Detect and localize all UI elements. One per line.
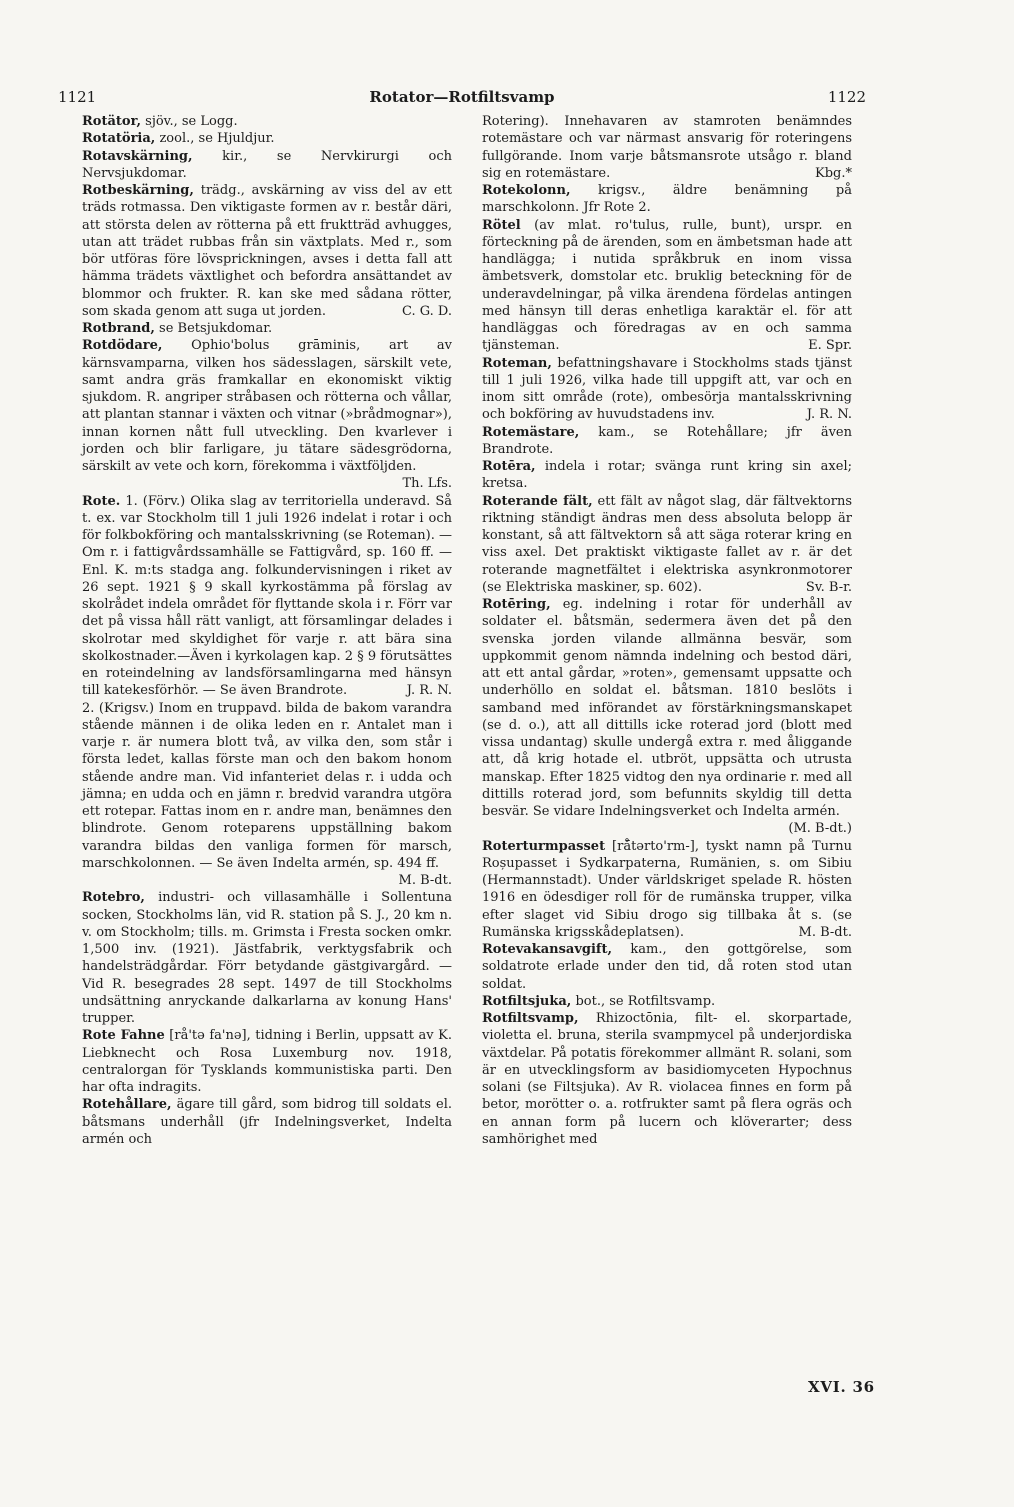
right-column (482, 113, 852, 1148)
entry-text: Ophio'bolus grāminis, art av kärnsvamparna, vilken hos sädesslagen, särskilt vete, samt andra gräs framkallar en ekonomiskt viktig sjukdom. R. angriper stråbasen och rötterna och vållar, att plantan stannar i växten och vitnar (»brådmognar»), innan kornen nått full utveckling. Den kvarlever i jorden och blir farligare, ju tätare sädesgrödorna, särskilt av vete och korn, förekomma i växtföljden. (82, 338, 452, 474)
entry-headword: Rotevakansavgift, (482, 942, 613, 957)
author-signature: J. R. N. (806, 407, 852, 423)
author-signature: E. Spr. (808, 338, 852, 354)
author-signature: Kbg.* (815, 165, 852, 181)
entry-text: (av mlat. ro'tulus, rulle, bunt), urspr. en förteckning på de ärenden, som en ämbetsman hade att handlägga; i nutida språkbruk en inom vissa ämbetsverk, domstolar etc. bruklig beteckning för de underavdelningar, på vilka ärendena fördelas antingen med hänsyn till deras enhetliga karaktär el. för att handläggas och föredragas av en och samma tjänsteman. (482, 217, 852, 354)
dictionary-entry (482, 355, 852, 424)
dictionary-entry (82, 1096, 452, 1148)
entry-headword: Rote Fahne (82, 1028, 165, 1044)
entry-text: se Betsjukdomar. (154, 321, 273, 336)
entry-headword: Rotdödare, (82, 338, 163, 354)
entry-text: Rhizoctōnia, filt- el. skorpartade, violetta el. bruna, sterila svampmycel på underjordiska växtdelar. På potatis förekommer allmänt R. solani, som är en utvecklingsform av basidiomyceten Hypochnus solani (se Filtsjuka). Av R. violacea finnes en form på betor, morötter o. a. rotfrukter samt på flera ogräs och en annan form på lucern och klöverarter; dess samhörighet med (482, 1011, 852, 1147)
entry-headword: Roterturmpasset (482, 838, 606, 854)
dictionary-entry (482, 458, 852, 493)
entry-headword: Rotēring, (482, 597, 551, 612)
entry-text: 2. (Krigsv.) Inom en truppavd. bilda de bakom varandra stående männen i de olika leden en r. Antalet man i varje r. är numera blott två, av vilka den, som står i första ledet, kallas förste man och den bakom honom stående andre man. Vid infanteriet delas r. i udda och jämna; en udda och en jämn r. bredvid varandra utgöra ett rotepar. Fattas inom en r. andre man, benämnes den blindrote. Genom roteparens uppställning bakom varandra bildas den vanliga formen för marsch, marschkolonnen. — Se även Indelta armén, sp. 494 ff. (82, 700, 452, 871)
entry-headword: Rotēra, (482, 459, 536, 474)
entry-text: ett fält av något slag, där fältvektorns riktning ständigt ändras men dess absoluta belopp är konstant, så att fältvektorn så att säga roterar kring en viss axel. Det praktiskt viktigaste fallet av r. är det roterande magnetfältet i elektriska asynkronmotorer (se Elektriska maskiner, sp. 602). (482, 493, 852, 595)
dictionary-entry (482, 493, 852, 597)
dictionary-entry (482, 113, 852, 182)
entry-headword: Rotbeskärning, (82, 183, 194, 198)
dictionary-entry (482, 838, 852, 942)
entry-text: befattningshavare i Stockholms stads tjänst till 1 juli 1926, vilka hade till uppgift att, var och en inom sitt område (rote), ombesörja mantalsskrivning och bokföring av huvudstadens inv. (482, 355, 852, 423)
entry-text: [rå'tə fa'nə], tidning i Berlin, uppsatt av K. Liebknecht och Rosa Luxemburg nov. 1918, centralorgan för Tysklands kommunistiska parti. Den har ofta indragits. (82, 1028, 452, 1095)
dictionary-entry (82, 320, 452, 337)
entry-text: [rå̄tərto'rm-], tyskt namn på Turnu Roșupasset i Sydkarpaterna, Rumänien, s. om Sibiu (Hermannstadt). Under världskriget spelade R. hösten 1916 en ödesdiger roll för de rumänska trupper, vilka efter slaget vid Sibiu drogo sig tillbaka åt s. (se Rumänska krigsskådeplatsen). (482, 838, 852, 940)
entry-text: ägare till gård, som bidrog till soldats el. båtsmans underhåll (jfr Indelningsverket, Indelta armén och (82, 1097, 452, 1147)
left-column (82, 113, 452, 1148)
entry-headword: Rotehållare, (82, 1097, 172, 1113)
entry-text: kam., den gottgörelse, som soldatrote erlade under den tid, då roten stod utan soldat. (482, 942, 852, 992)
entry-headword: Roteman, (482, 355, 552, 371)
author-signature: M. B-dt. (398, 873, 452, 888)
dictionary-entry (82, 337, 452, 492)
entry-text: kam., se Rotehållare; jfr även Brandrote. (482, 424, 852, 457)
entry-headword: Rotekolonn, (482, 183, 571, 198)
dictionary-entry (82, 493, 452, 700)
entry-headword: Rotätor, (82, 114, 142, 129)
entry-headword: Rotfiltsvamp, (482, 1011, 579, 1026)
dictionary-entry (82, 700, 452, 890)
entry-text: zool., se Hjuldjur. (155, 131, 275, 147)
dictionary-entry (482, 596, 852, 838)
dictionary-entry (82, 182, 452, 320)
author-signature: (M. B-dt.) (788, 821, 852, 837)
running-title: Rotator—Rotfiltsvamp (369, 88, 555, 106)
page-number-right: 1122 (827, 88, 866, 106)
entry-headword: Rotbrand, (82, 321, 155, 336)
entry-text: bot., se Rotfiltsvamp. (571, 993, 716, 1009)
entry-headword: Rotfiltsjuka, (482, 993, 572, 1009)
dictionary-entry (82, 889, 452, 1027)
entry-text: trädg., avskärning av viss del av ett träds rotmassa. Den viktigaste formen av r. består däri, att största delen av rötterna på ett fruktträd avhugges, utan att trädet rubbas från sin växtplats. Med r., som bör utföras före lövsprickningen, avses i detta fall att hämma trädets växtlighet och befordra ansättandet av blommor och frukter. R. kan ske med sådana rötter, som skada genom att suga ut jorden. (82, 183, 452, 319)
entry-text: kir., se Nervkirurgi och Nervsjukdomar. (82, 148, 452, 181)
author-signature: C. G. D. (401, 303, 452, 319)
entry-headword: Rote. (82, 493, 121, 509)
page-header (58, 86, 866, 108)
entry-text: sjöv., se Logg. (141, 114, 238, 129)
entry-headword: Rotebro, (82, 890, 145, 906)
entry-headword: Rötel (482, 217, 521, 233)
author-signature: Sv. B-r. (805, 579, 852, 595)
entry-text: 1. (Förv.) Olika slag av territoriella underavd. Så t. ex. var Stockholm till 1 juli 1926 indelat i rotar i och för folkbokföring och mantalsskrivning (se Roteman). — Om r. i fattigvårdssamhälle se Fattigvård, sp. 160 ff. — Enl. K. m:ts stadga ang. folkundervisningen i riket av 26 sept. 1921 § 9 skall kyrkostämma på förslag av skolrådet indela området för flyttande skola i r. Förr var det på vissa håll rätt vanligt, att församlingar delades i skolrotar med skyldighet för varje r. att bära sina skolkostnader.—Även i kyrkolagen kap. 2 § 9 förutsättes en roteindelning av landsförsamlingarna med hänsyn till katekesförhör. — Se även Brandrote. (82, 493, 452, 699)
entry-headword: Roterande fält, (482, 493, 593, 509)
dictionary-entry (482, 182, 852, 217)
author-signature: M. B-dt. (798, 924, 852, 940)
dictionary-entry (82, 130, 452, 147)
entry-text: industri- och villasamhälle i Sollentuna socken, Stockholms län, vid R. station på S. J., 20 km n. v. om Stockholm; tills. m. Grimsta i Fresta socken omkr. 1,500 inv. (1921). Jästfabrik, verktygsfabrik och handelsträdgårdar. Förr betydande gästgivargård. — Vid R. besegrades 28 sept. 1497 de till Stockholms undsättning anryckande dalkarlarna av konung Hans' trupper. (82, 890, 452, 1026)
dictionary-entry (482, 993, 852, 1010)
dictionary-entry (482, 1010, 852, 1148)
dictionary-entry (482, 941, 852, 993)
page-number-left: 1121 (58, 88, 97, 106)
signature-mark: XVI. 36 (808, 1378, 875, 1396)
entry-text: krigsv., äldre benämning på marschkolonn. Jfr Rote 2. (482, 183, 852, 216)
dictionary-entry (482, 217, 852, 355)
dictionary-entry (82, 1027, 452, 1096)
entry-headword: Rotemästare, (482, 424, 580, 440)
entry-headword: Rotavskärning, (82, 148, 193, 164)
dictionary-entry (82, 113, 452, 130)
entry-headword: Rotatöria, (82, 131, 156, 147)
author-signature: J. R. N. (406, 683, 452, 699)
entry-text: eg. indelning i rotar för underhåll av soldater el. båtsmän, sedermera även det på den svenska jorden vilande allmänna besvär, som uppkommit genom nämnda indelning och bestod däri, att ett antal gårdar, »roten», gemensamt uppsatte och underhöllo en soldat el. båtsman. 1810 beslöts i samband med införandet av förstärkningsmanskapet (se d. o.), att all dittills icke roterad jord (blott med vissa undantag) skulle undergå extra r. med åliggande att, då krig hotade el. utbröt, uppsätta och utrusta manskap. Efter 1825 vidtog den nya ordinarie r. med all dittills roterad jord, som befunnits skyldig till detta besvär. Se vidare Indelningsverket och Indelta armén. (482, 597, 852, 819)
dictionary-entry (482, 424, 852, 459)
entry-text: Rotering). Innehavaren av stamroten benämndes rotemästare och var närmast ansvarig för roteringens fullgörande. Inom varje båtsmansrote utsågo r. bland sig en rotemästare. (482, 114, 852, 181)
entry-text: indela i rotar; svänga runt kring sin axel; kretsa. (482, 459, 852, 492)
dictionary-entry (82, 148, 452, 183)
author-signature: Th. Lfs. (402, 476, 452, 492)
